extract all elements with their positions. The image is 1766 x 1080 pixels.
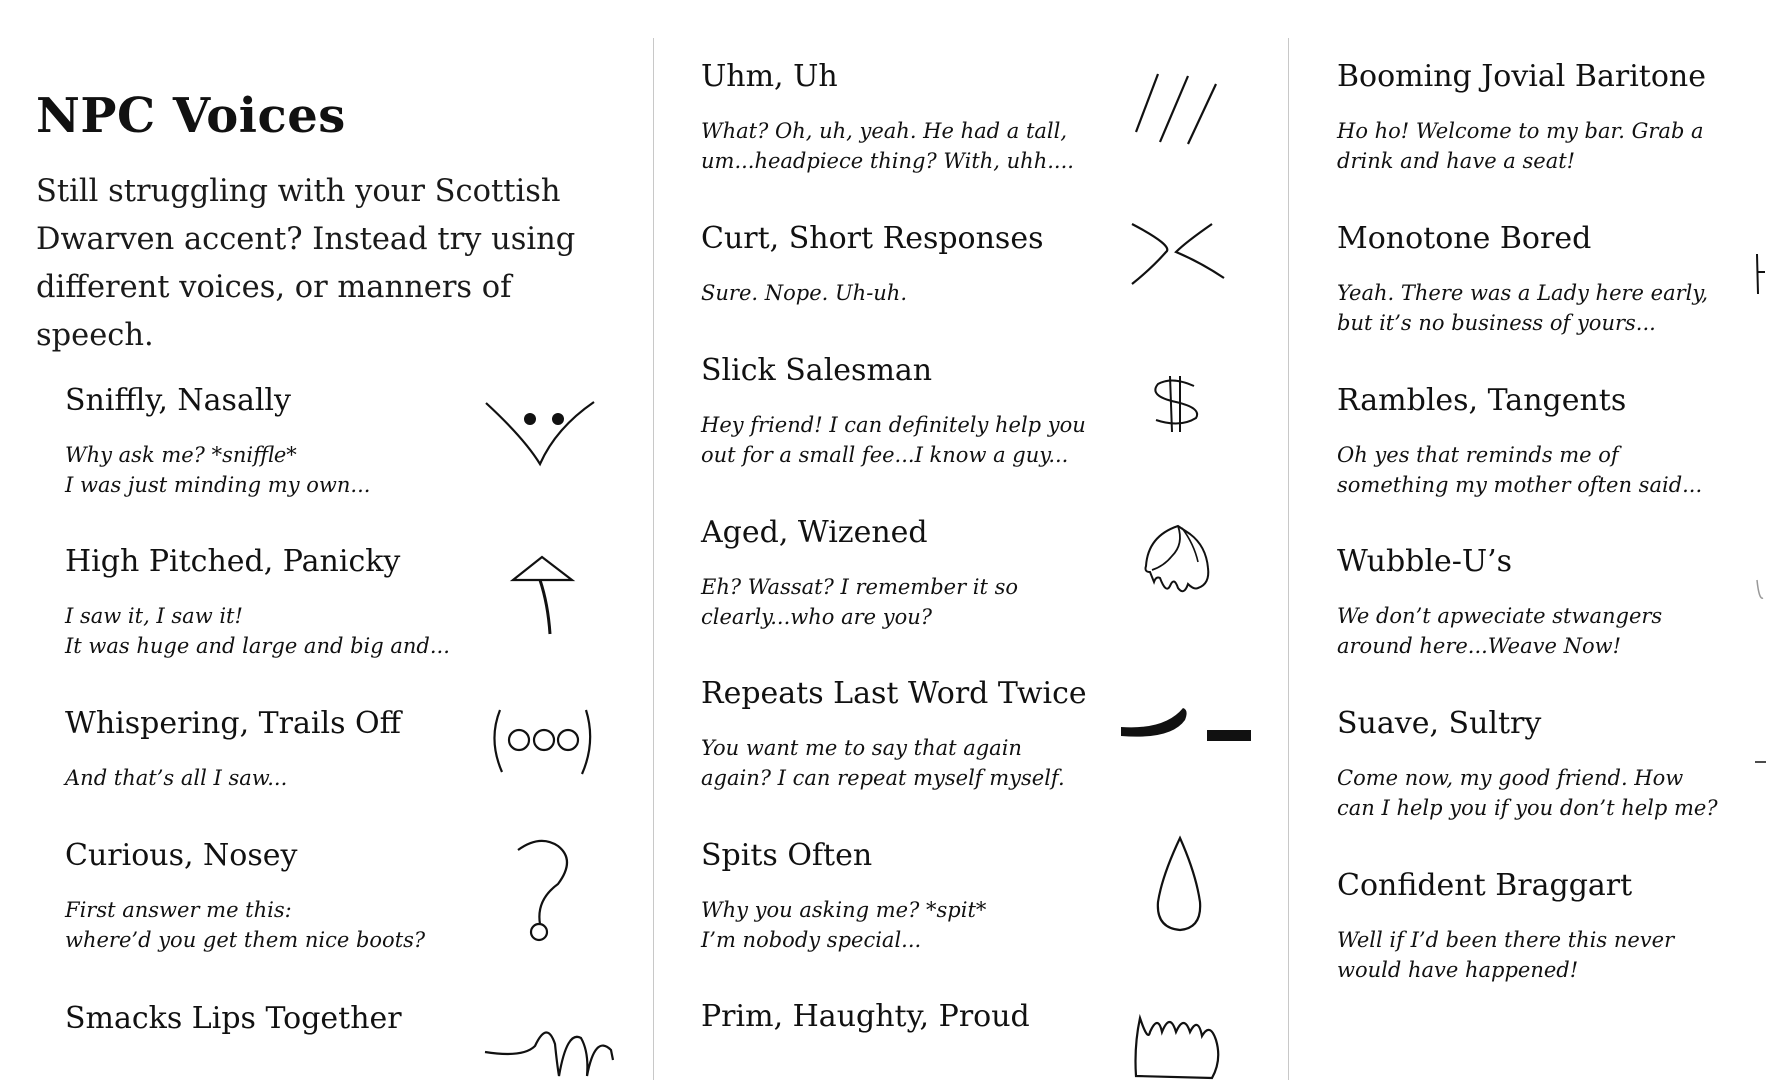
voice-name: Spits Often [701, 838, 873, 873]
voice-entry-sniffly [65, 383, 370, 500]
voice-name: Curt, Short Responses [701, 221, 1044, 256]
voice-example: I saw it, I saw it! It was huge and large and big and... [65, 604, 450, 658]
partial-icon-edge [1755, 578, 1766, 608]
voice-name: Rambles, Tangents [1337, 383, 1627, 418]
crown-icon [1132, 1012, 1222, 1080]
voice-entry-suave [1337, 706, 1718, 823]
voice-name: Suave, Sultry [1337, 706, 1542, 741]
voice-entry-smacks-lips [65, 1001, 402, 1058]
voice-name: Uhm, Uh [701, 59, 838, 94]
voice-example: Why you asking me? *spit* I’m nobody special... [701, 898, 987, 952]
voice-name: Monotone Bored [1337, 221, 1592, 256]
voice-entry-prim [701, 999, 1030, 1056]
voice-name: Smacks Lips Together [65, 1001, 402, 1036]
voice-example: We don’t apweciate stwangers around here...Weave Now! [1337, 604, 1663, 658]
partial-icon-edge [1755, 750, 1766, 769]
nose-eyes-icon [484, 398, 596, 466]
voice-example: Ho ho! Welcome to my bar. Grab a drink and have a seat! [1337, 119, 1704, 173]
voice-name: High Pitched, Panicky [65, 544, 401, 579]
voice-example: Yeah. There was a Lady here early, but it’s no business of yours... [1337, 281, 1709, 335]
voice-entry-slick-salesman [701, 353, 1086, 470]
lips-squiggle-icon [483, 1024, 615, 1080]
voice-entry-booming [1337, 59, 1706, 176]
voice-entry-wubble [1337, 544, 1662, 661]
voice-entry-rambles [1337, 383, 1702, 500]
up-arrow-icon [510, 554, 576, 636]
voice-example: Sure. Nope. Uh-uh. [701, 281, 908, 305]
voice-example: Oh yes that reminds me of something my mother often said... [1337, 443, 1703, 497]
voice-entry-confident [1337, 868, 1674, 985]
voice-example: Come now, my good friend. How can I help you if you don’t help me? [1337, 766, 1718, 820]
column-divider-right [1288, 38, 1289, 1080]
voice-example: First answer me this: where’d you get them nice boots? [65, 898, 426, 952]
page-title: NPC Voices [36, 88, 346, 144]
triple-slash-icon [1134, 70, 1218, 146]
voice-name: Slick Salesman [701, 353, 933, 388]
voice-entry-uhm [701, 59, 1074, 176]
wrinkled-hand-icon [1142, 524, 1212, 600]
voice-name: Confident Braggart [1337, 868, 1633, 903]
voice-entry-monotone [1337, 221, 1708, 338]
voice-example: And that’s all I saw... [65, 766, 288, 790]
voice-name: Repeats Last Word Twice [701, 676, 1087, 711]
voice-name: Curious, Nosey [65, 838, 298, 873]
voice-example: Hey friend! I can definitely help you out for a small fee...I know a guy... [701, 413, 1086, 467]
voice-example: Eh? Wassat? I remember it so clearly...who are you? [701, 575, 1019, 629]
voice-name: Wubble-U’s [1337, 544, 1513, 579]
ellipsis-parentheses-icon [490, 706, 594, 776]
voice-entry-curt [701, 221, 1043, 308]
voice-name: Sniffly, Nasally [65, 383, 291, 418]
voice-entry-spits [701, 838, 986, 955]
voice-entry-curious [65, 838, 425, 955]
voice-entry-whispering [65, 706, 401, 793]
voice-entry-aged [701, 515, 1018, 632]
voice-entry-high-pitched [65, 544, 450, 661]
voice-entry-repeats [701, 676, 1087, 793]
voice-example: Why ask me? *sniffle* I was just minding my own... [65, 443, 371, 497]
voice-name: Aged, Wizened [701, 515, 928, 550]
voice-example: You want me to say that again again? I can repeat myself myself. [701, 736, 1065, 790]
dollar-sign-icon [1150, 374, 1206, 434]
voice-example: Well if I’d been there this never would have happened! [1337, 928, 1675, 982]
column-divider-left [653, 38, 654, 1080]
voice-name: Prim, Haughty, Proud [701, 999, 1030, 1034]
droplet-icon [1152, 836, 1206, 934]
intro-text: Still struggling with your Scottish Dwarven accent? Instead try using different voices, or manners of speech. [36, 174, 576, 353]
partial-icon-edge [1755, 250, 1766, 304]
voice-name: Whispering, Trails Off [65, 706, 401, 741]
question-mark-icon [514, 838, 574, 942]
voice-name: Booming Jovial Baritone [1337, 59, 1706, 94]
repeat-dash-icon [1119, 700, 1253, 750]
voice-example: What? Oh, uh, yeah. He had a tall, um...headpiece thing? With, uhh.... [701, 119, 1074, 173]
chevrons-icon [1128, 222, 1226, 286]
